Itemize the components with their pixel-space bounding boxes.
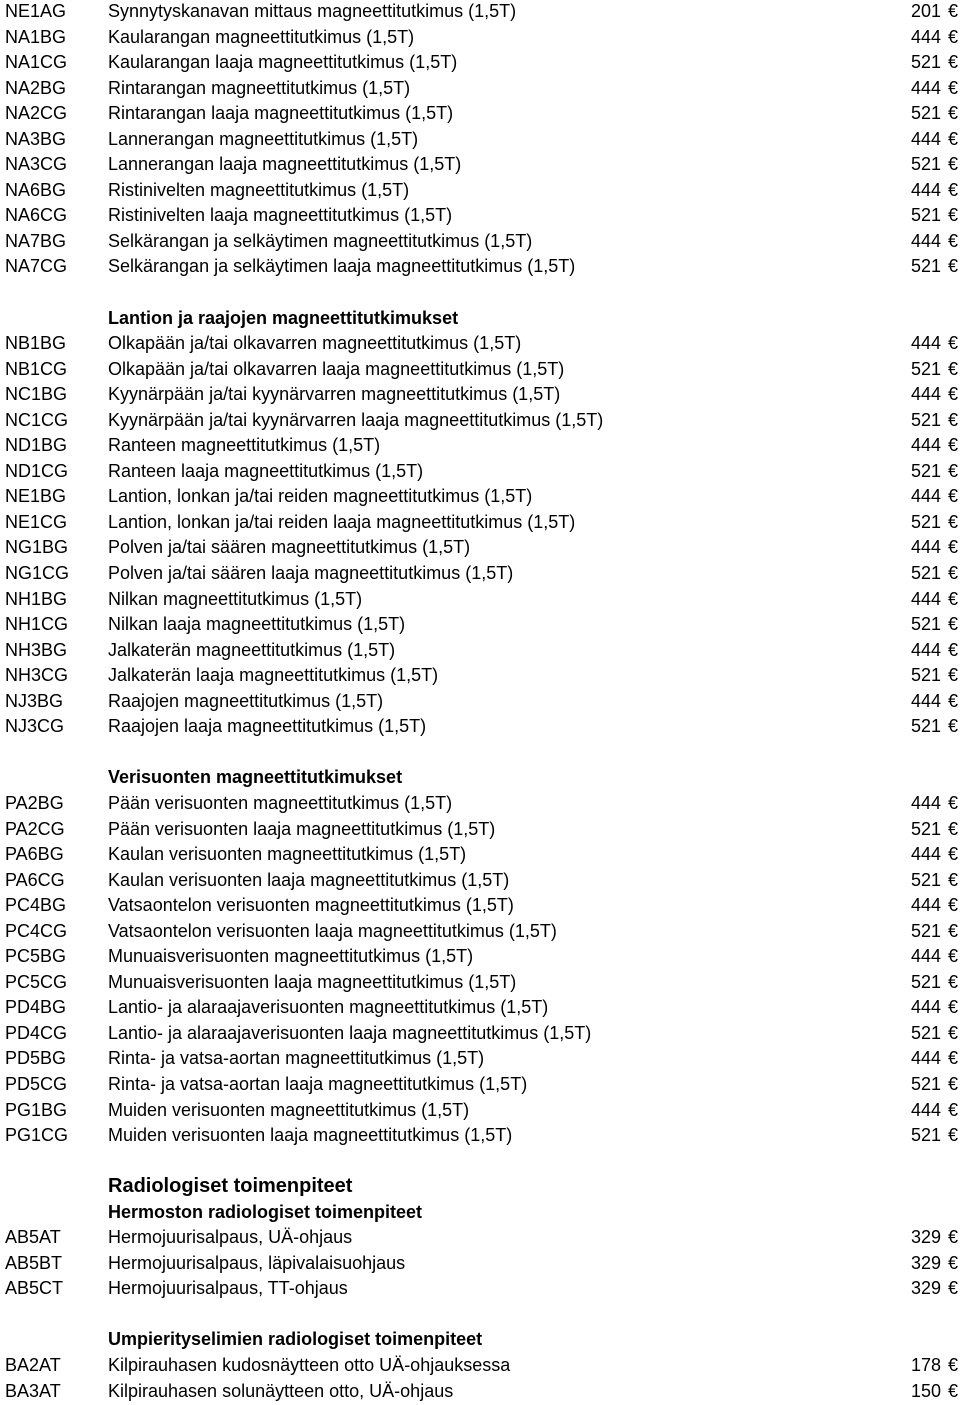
procedure-code: PC5CG	[5, 971, 68, 992]
procedure-price: 329	[910, 1252, 941, 1273]
price-row	[0, 0, 960, 26]
procedure-price: 444	[910, 77, 941, 98]
procedure-code: NA1BG	[5, 26, 67, 47]
procedure-description: Polven ja/tai säären magneettitutkimus (1,5T)	[108, 537, 471, 558]
euro-symbol: €	[947, 895, 958, 916]
euro-symbol: €	[947, 230, 958, 251]
price-row	[0, 1354, 960, 1380]
procedure-price: 521	[910, 665, 941, 686]
procedure-code: AB5BT	[5, 1252, 63, 1273]
euro-symbol: €	[947, 1278, 958, 1299]
euro-symbol: €	[947, 1022, 958, 1043]
euro-symbol: €	[947, 77, 958, 98]
procedure-price: 444	[910, 230, 941, 251]
price-row	[0, 945, 960, 971]
procedure-code: NA3CG	[5, 154, 68, 175]
procedure-price: 150	[910, 1380, 941, 1401]
price-row	[0, 153, 960, 179]
euro-symbol: €	[947, 1, 958, 21]
price-row	[0, 664, 960, 690]
procedure-code: PG1BG	[5, 1099, 68, 1120]
procedure-price: 521	[910, 869, 941, 890]
procedure-code: NG1CG	[5, 563, 70, 584]
euro-symbol: €	[947, 588, 958, 609]
price-row	[0, 536, 960, 562]
procedure-price: 521	[910, 1125, 941, 1146]
price-row	[0, 1047, 960, 1073]
section-spacer	[0, 281, 960, 307]
procedure-description: Pään verisuonten magneettitutkimus (1,5T)	[108, 792, 453, 813]
procedure-price: 521	[910, 103, 941, 124]
procedure-description: Rinta- ja vatsa-aortan laaja magneettitutkimus (1,5T)	[108, 1073, 528, 1094]
procedure-price: 521	[910, 358, 941, 379]
procedure-price: 178	[910, 1354, 941, 1375]
price-row	[0, 409, 960, 435]
procedure-description: Muiden verisuonten laaja magneettitutkimus (1,5T)	[108, 1125, 513, 1146]
section-spacer	[0, 741, 960, 767]
procedure-price: 521	[910, 920, 941, 941]
procedure-description: Ristinivelten magneettitutkimus (1,5T)	[108, 179, 410, 200]
price-row	[0, 51, 960, 77]
procedure-price: 444	[910, 844, 941, 865]
price-row	[0, 204, 960, 230]
procedure-code: NE1AG	[5, 1, 67, 21]
euro-symbol: €	[947, 409, 958, 430]
procedure-price: 444	[910, 384, 941, 405]
procedure-code: ND1CG	[5, 460, 69, 481]
procedure-description: Rinta- ja vatsa-aortan magneettitutkimus (1,5T)	[108, 1048, 485, 1069]
procedure-price: 444	[910, 588, 941, 609]
price-row	[0, 843, 960, 869]
price-row	[0, 1124, 960, 1150]
procedure-code: NC1CG	[5, 409, 69, 430]
procedure-price: 521	[910, 52, 941, 73]
procedure-code: ND1BG	[5, 435, 68, 456]
price-row	[0, 383, 960, 409]
euro-symbol: €	[947, 384, 958, 405]
euro-symbol: €	[947, 563, 958, 584]
procedure-code: NC1BG	[5, 384, 68, 405]
procedure-price: 521	[910, 460, 941, 481]
euro-symbol: €	[947, 1380, 958, 1401]
section-heading	[0, 766, 960, 792]
euro-symbol: €	[947, 971, 958, 992]
procedure-code: NA3BG	[5, 128, 67, 149]
price-row	[0, 971, 960, 997]
euro-symbol: €	[947, 1252, 958, 1273]
section-heading	[0, 307, 960, 333]
procedure-description: Kilpirauhasen solunäytteen otto, UÄ-ohjaus	[108, 1380, 454, 1401]
euro-symbol: €	[947, 997, 958, 1018]
procedure-description: Nilkan magneettitutkimus (1,5T)	[108, 588, 363, 609]
procedure-price: 521	[910, 971, 941, 992]
euro-symbol: €	[947, 792, 958, 813]
procedure-description: Hermojuurisalpaus, TT-ohjaus	[108, 1278, 348, 1299]
procedure-description: Kaulan verisuonten magneettitutkimus (1,5T)	[108, 844, 467, 865]
section-spacer	[0, 1303, 960, 1329]
price-row	[0, 715, 960, 741]
price-row	[0, 1073, 960, 1099]
procedure-description: Ranteen magneettitutkimus (1,5T)	[108, 435, 381, 456]
procedure-description: Lantion, lonkan ja/tai reiden magneettitutkimus (1,5T)	[108, 486, 533, 507]
procedure-description: Jalkaterän laaja magneettitutkimus (1,5T)	[108, 665, 439, 686]
price-row	[0, 460, 960, 486]
procedure-code: PC4BG	[5, 895, 67, 916]
procedure-code: PA2CG	[5, 818, 65, 839]
procedure-code: NG1BG	[5, 537, 69, 558]
euro-symbol: €	[947, 614, 958, 635]
procedure-code: NH1BG	[5, 588, 68, 609]
procedure-price: 444	[910, 1048, 941, 1069]
procedure-code: NB1BG	[5, 333, 67, 354]
procedure-price: 444	[910, 895, 941, 916]
procedure-price: 521	[910, 716, 941, 737]
procedure-code: NJ3CG	[5, 716, 65, 737]
procedure-code: AB5AT	[5, 1227, 61, 1248]
price-row	[0, 179, 960, 205]
procedure-code: PG1CG	[5, 1125, 69, 1146]
procedure-description: Munuaisverisuonten magneettitutkimus (1,5T)	[108, 946, 474, 967]
procedure-code: PC5BG	[5, 946, 67, 967]
price-row	[0, 920, 960, 946]
procedure-description: Pään verisuonten laaja magneettitutkimus (1,5T)	[108, 818, 496, 839]
procedure-description: Selkärangan ja selkäytimen laaja magneettitutkimus (1,5T)	[108, 256, 576, 277]
procedure-price: 444	[910, 639, 941, 660]
main-section-heading	[0, 1175, 960, 1201]
euro-symbol: €	[947, 1048, 958, 1069]
euro-symbol: €	[947, 1227, 958, 1248]
procedure-code: PD5CG	[5, 1073, 68, 1094]
euro-symbol: €	[947, 844, 958, 865]
price-row	[0, 77, 960, 103]
procedure-code: NA7BG	[5, 230, 67, 251]
euro-symbol: €	[947, 435, 958, 456]
section-heading	[0, 1328, 960, 1354]
procedure-description: Kyynärpään ja/tai kyynärvarren laaja magneettitutkimus (1,5T)	[108, 409, 604, 430]
procedure-description: Lantio- ja alaraajaverisuonten laaja magneettitutkimus (1,5T)	[108, 1022, 592, 1043]
procedure-description: Hermojuurisalpaus, UÄ-ohjaus	[108, 1227, 353, 1248]
procedure-description: Kyynärpään ja/tai kyynärvarren magneettitutkimus (1,5T)	[108, 384, 561, 405]
procedure-code: BA2AT	[5, 1354, 61, 1375]
procedure-description: Raajojen laaja magneettitutkimus (1,5T)	[108, 716, 427, 737]
price-row	[0, 1022, 960, 1048]
procedure-code: PD5BG	[5, 1048, 67, 1069]
procedure-description: Vatsaontelon verisuonten magneettitutkimus (1,5T)	[108, 895, 514, 916]
procedure-code: NH1CG	[5, 614, 69, 635]
euro-symbol: €	[947, 26, 958, 47]
price-row	[0, 102, 960, 128]
section-heading-text: Hermoston radiologiset toimenpiteet	[108, 1201, 423, 1222]
price-row	[0, 485, 960, 511]
procedure-description: Polven ja/tai säären laaja magneettitutkimus (1,5T)	[108, 563, 514, 584]
procedure-description: Ristinivelten laaja magneettitutkimus (1,5T)	[108, 205, 453, 226]
procedure-price: 521	[910, 511, 941, 532]
section-spacer	[0, 1150, 960, 1176]
procedure-price: 444	[910, 26, 941, 47]
price-row	[0, 332, 960, 358]
procedure-description: Munuaisverisuonten laaja magneettitutkimus (1,5T)	[108, 971, 517, 992]
procedure-description: Lantio- ja alaraajaverisuonten magneettitutkimus (1,5T)	[108, 997, 549, 1018]
procedure-description: Olkapään ja/tai olkavarren magneettitutkimus (1,5T)	[108, 333, 522, 354]
procedure-code: NA7CG	[5, 256, 68, 277]
procedure-description: Kaulan verisuonten laaja magneettitutkimus (1,5T)	[108, 869, 510, 890]
price-row	[0, 792, 960, 818]
price-row	[0, 639, 960, 665]
price-row	[0, 1380, 960, 1405]
section-heading-text: Umpierityselimien radiologiset toimenpiteet	[108, 1329, 483, 1350]
euro-symbol: €	[947, 52, 958, 73]
procedure-code: PD4CG	[5, 1022, 68, 1043]
procedure-price: 521	[910, 154, 941, 175]
procedure-code: BA3AT	[5, 1380, 61, 1401]
procedure-price: 521	[910, 256, 941, 277]
procedure-description: Nilkan laaja magneettitutkimus (1,5T)	[108, 614, 406, 635]
price-row	[0, 1226, 960, 1252]
euro-symbol: €	[947, 946, 958, 967]
euro-symbol: €	[947, 1125, 958, 1146]
euro-symbol: €	[947, 358, 958, 379]
procedure-price: 521	[910, 614, 941, 635]
euro-symbol: €	[947, 920, 958, 941]
procedure-code: NH3CG	[5, 665, 69, 686]
procedure-code: NE1BG	[5, 486, 67, 507]
section-heading-text: Lantion ja raajojen magneettitutkimukset	[108, 307, 459, 328]
procedure-description: Jalkaterän magneettitutkimus (1,5T)	[108, 639, 396, 660]
euro-symbol: €	[947, 818, 958, 839]
euro-symbol: €	[947, 256, 958, 277]
price-row	[0, 511, 960, 537]
procedure-code: NA6CG	[5, 205, 68, 226]
procedure-description: Kaularangan laaja magneettitutkimus (1,5T)	[108, 52, 458, 73]
procedure-description: Ranteen laaja magneettitutkimus (1,5T)	[108, 460, 424, 481]
procedure-description: Selkärangan ja selkäytimen magneettitutkimus (1,5T)	[108, 230, 533, 251]
section-heading-text: Verisuonten magneettitutkimukset	[108, 767, 403, 788]
price-row	[0, 434, 960, 460]
procedure-description: Hermojuurisalpaus, läpivalaisuohjaus	[108, 1252, 406, 1273]
procedure-price: 329	[910, 1278, 941, 1299]
section-heading	[0, 1201, 960, 1227]
procedure-price: 521	[910, 205, 941, 226]
euro-symbol: €	[947, 179, 958, 200]
euro-symbol: €	[947, 639, 958, 660]
procedure-code: NE1CG	[5, 511, 68, 532]
euro-symbol: €	[947, 1354, 958, 1375]
procedure-price: 444	[910, 690, 941, 711]
procedure-code: PD4BG	[5, 997, 67, 1018]
procedure-code: NA2CG	[5, 103, 68, 124]
procedure-price: 444	[910, 946, 941, 967]
procedure-description: Kilpirauhasen kudosnäytteen otto UÄ-ohjauksessa	[108, 1354, 511, 1375]
price-row	[0, 613, 960, 639]
procedure-description: Olkapään ja/tai olkavarren laaja magneettitutkimus (1,5T)	[108, 358, 565, 379]
procedure-code: NA1CG	[5, 52, 68, 73]
procedure-price: 444	[910, 997, 941, 1018]
procedure-price: 521	[910, 409, 941, 430]
procedure-price: 521	[910, 563, 941, 584]
euro-symbol: €	[947, 1099, 958, 1120]
procedure-code: NB1CG	[5, 358, 68, 379]
procedure-price: 444	[910, 792, 941, 813]
procedure-price: 444	[910, 333, 941, 354]
procedure-price: 521	[910, 1073, 941, 1094]
procedure-description: Rintarangan laaja magneettitutkimus (1,5T)	[108, 103, 454, 124]
price-row	[0, 255, 960, 281]
price-row	[0, 1252, 960, 1278]
price-row	[0, 690, 960, 716]
price-row	[0, 1099, 960, 1125]
procedure-description: Lannerangan magneettitutkimus (1,5T)	[108, 128, 419, 149]
euro-symbol: €	[947, 333, 958, 354]
procedure-description: Muiden verisuonten magneettitutkimus (1,5T)	[108, 1099, 470, 1120]
euro-symbol: €	[947, 460, 958, 481]
euro-symbol: €	[947, 128, 958, 149]
procedure-code: NH3BG	[5, 639, 68, 660]
procedure-description: Lantion, lonkan ja/tai reiden laaja magneettitutkimus (1,5T)	[108, 511, 576, 532]
section-heading-text: Radiologiset toimenpiteet	[108, 1175, 353, 1198]
procedure-price: 444	[910, 486, 941, 507]
procedure-code: AB5CT	[5, 1278, 64, 1299]
procedure-code: PA6CG	[5, 869, 65, 890]
procedure-price: 201	[910, 1, 941, 21]
procedure-price: 521	[910, 818, 941, 839]
procedure-description: Rintarangan magneettitutkimus (1,5T)	[108, 77, 411, 98]
procedure-description: Vatsaontelon verisuonten laaja magneettitutkimus (1,5T)	[108, 920, 557, 941]
price-row	[0, 869, 960, 895]
procedure-description: Raajojen magneettitutkimus (1,5T)	[108, 690, 384, 711]
procedure-code: NA2BG	[5, 77, 67, 98]
procedure-description: Kaularangan magneettitutkimus (1,5T)	[108, 26, 415, 47]
price-row	[0, 1277, 960, 1303]
euro-symbol: €	[947, 103, 958, 124]
euro-symbol: €	[947, 205, 958, 226]
price-row	[0, 562, 960, 588]
price-row	[0, 26, 960, 52]
price-row	[0, 230, 960, 256]
euro-symbol: €	[947, 537, 958, 558]
euro-symbol: €	[947, 511, 958, 532]
price-row	[0, 894, 960, 920]
price-row	[0, 358, 960, 384]
euro-symbol: €	[947, 1073, 958, 1094]
euro-symbol: €	[947, 690, 958, 711]
procedure-code: NJ3BG	[5, 690, 64, 711]
procedure-description: Lannerangan laaja magneettitutkimus (1,5T)	[108, 154, 462, 175]
procedure-price: 444	[910, 179, 941, 200]
procedure-price: 444	[910, 435, 941, 456]
price-row	[0, 818, 960, 844]
euro-symbol: €	[947, 869, 958, 890]
procedure-price: 444	[910, 128, 941, 149]
euro-symbol: €	[947, 665, 958, 686]
procedure-code: NA6BG	[5, 179, 67, 200]
procedure-price: 521	[910, 1022, 941, 1043]
procedure-price: 444	[910, 537, 941, 558]
euro-symbol: €	[947, 486, 958, 507]
procedure-price: 329	[910, 1227, 941, 1248]
procedure-description: Synnytyskanavan mittaus magneettitutkimus (1,5T)	[108, 1, 517, 21]
price-row	[0, 588, 960, 614]
euro-symbol: €	[947, 716, 958, 737]
procedure-price: 444	[910, 1099, 941, 1120]
euro-symbol: €	[947, 154, 958, 175]
procedure-code: PA2BG	[5, 792, 64, 813]
procedure-code: PA6BG	[5, 844, 64, 865]
procedure-code: PC4CG	[5, 920, 68, 941]
price-row	[0, 128, 960, 154]
price-row	[0, 996, 960, 1022]
